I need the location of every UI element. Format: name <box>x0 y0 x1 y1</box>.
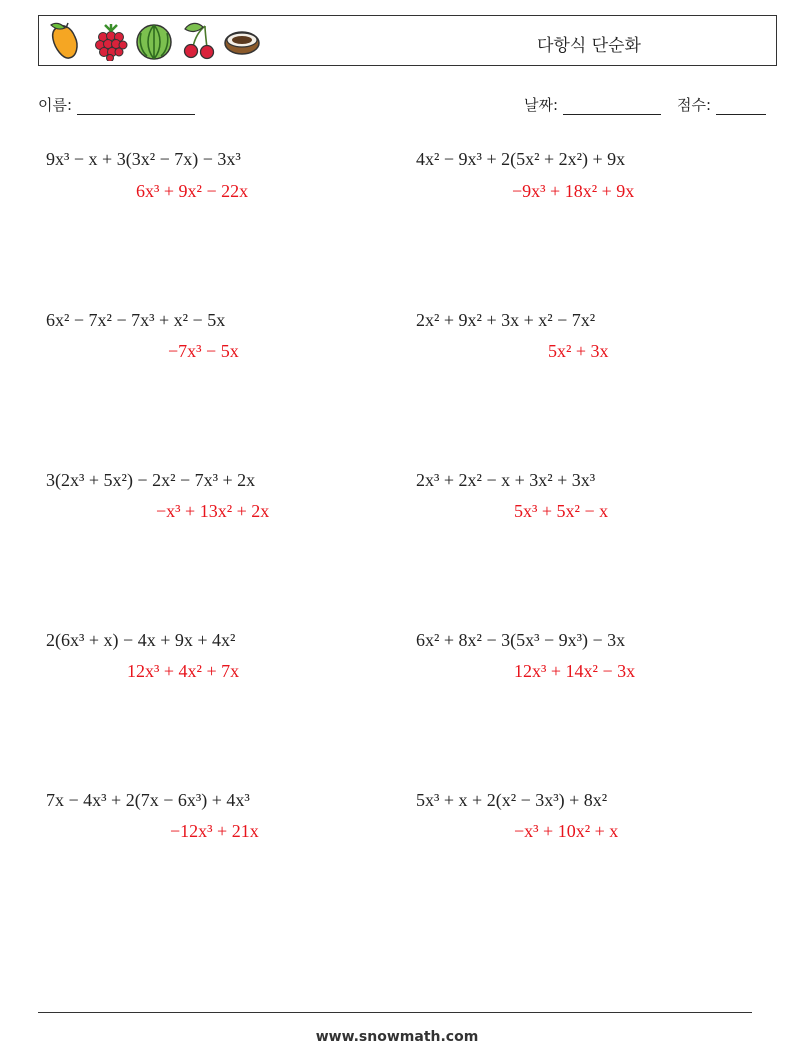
problem-6-question: 2x³ + 2x² − x + 3x² + 3x³ <box>416 470 596 490</box>
name-field <box>38 94 195 115</box>
date-blank[interactable] <box>563 98 661 115</box>
problem-5-answer: −x³ + 13x² + 2x <box>156 501 270 521</box>
problem-7-answer: 12x³ + 4x² + 7x <box>127 661 240 681</box>
header-box <box>38 15 777 66</box>
problem-3-question: 6x² − 7x² − 7x³ + x² − 5x <box>46 310 226 330</box>
problem-8-answer: 12x³ + 14x² − 3x <box>514 661 636 681</box>
problem-2-question: 4x² − 9x³ + 2(5x² + 2x²) + 9x <box>416 149 626 169</box>
problem-9-answer: −12x³ + 21x <box>170 821 259 841</box>
name-blank[interactable] <box>77 98 195 115</box>
problem-7-question: 2(6x³ + x) − 4x + 9x + 4x² <box>46 630 236 650</box>
problem-9-question: 7x − 4x³ + 2(7x − 6x³) + 4x³ <box>46 790 250 810</box>
footer-divider <box>38 1012 752 1013</box>
problem-5-question: 3(2x³ + 5x²) − 2x² − 7x³ + 2x <box>46 470 256 490</box>
date-label: 날짜: <box>524 96 559 114</box>
name-label: 이름: <box>38 96 73 114</box>
raspberry-icon <box>91 21 129 61</box>
coconut-icon <box>223 21 261 61</box>
footer-url[interactable]: www.snowmath.com <box>315 1029 479 1045</box>
problem-4-answer: 5x² + 3x <box>548 341 609 361</box>
fruit-icons <box>47 20 261 62</box>
score-label: 점수: <box>677 96 712 114</box>
problem-4-question: 2x² + 9x² + 3x + x² − 7x² <box>416 310 596 330</box>
date-field <box>524 94 661 115</box>
problem-8-question: 6x² + 8x² − 3(5x³ − 9x³) − 3x <box>416 630 626 650</box>
score-blank[interactable] <box>716 98 766 115</box>
cherry-icon <box>179 21 217 61</box>
problem-10-answer: −x³ + 10x² + x <box>514 821 619 841</box>
watermelon-icon <box>135 21 173 61</box>
problem-6-answer: 5x³ + 5x² − x <box>514 501 609 521</box>
problem-2-answer: −9x³ + 18x² + 9x <box>512 181 635 201</box>
worksheet-title: 다항식 단순화 <box>537 36 641 56</box>
problem-3-answer: −7x³ − 5x <box>168 341 239 361</box>
problem-10-question: 5x³ + x + 2(x² − 3x³) + 8x² <box>416 790 608 810</box>
score-field <box>677 94 766 115</box>
problem-1-question: 9x³ − x + 3(3x² − 7x) − 3x³ <box>46 149 241 169</box>
mango-icon <box>47 21 85 61</box>
problem-1-answer: 6x³ + 9x² − 22x <box>136 181 249 201</box>
